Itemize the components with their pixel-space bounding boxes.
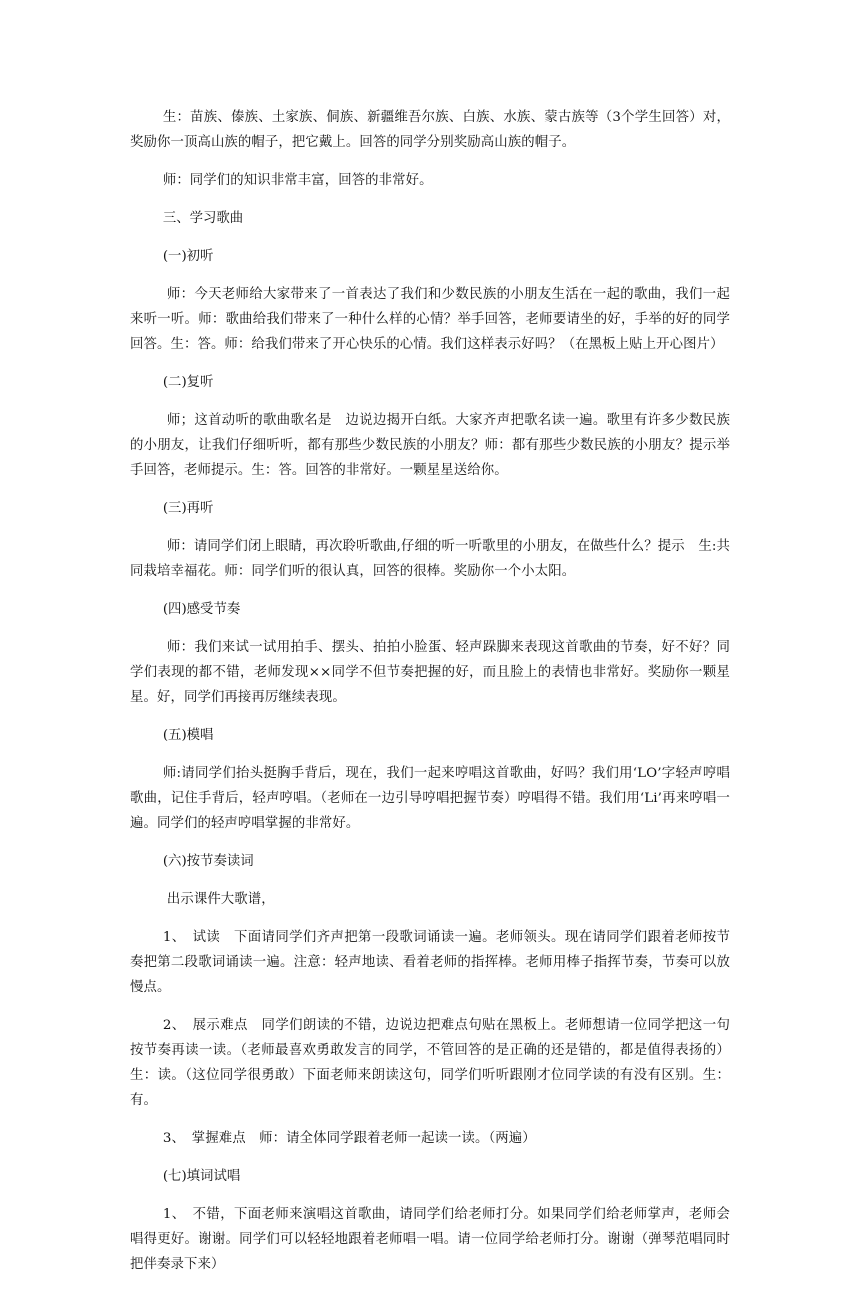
body-paragraph: 师:请同学们抬头挺胸手背后，现在，我们一起来哼唱这首歌曲，好吗？我们用‘LO’字轻声哼唱歌曲，记住手背后，轻声哼唱。（老师在一边引导哼唱把握节奏）哼唱得不错。我们用‘Li’再来哼唱一遍。同学们的轻声哼唱掌握的非常好。 bbox=[130, 766, 730, 831]
section-heading: (一)初听 bbox=[162, 249, 214, 264]
body-paragraph: 师；这首动听的歌曲歌名是 边说边揭开白纸。大家齐声把歌名读一遍。歌里有许多少数民族的小朋友，让我们仔细听听，都有那些少数民族的小朋友？师：都有那些少数民族的小朋友？提示举手回答，老师提示。生：答。回答的非常好。一颗星星送给你。 bbox=[130, 413, 730, 478]
body-paragraph: 师：我们来试一试用拍手、摆头、拍拍小脸蛋、轻声跺脚来表现这首歌曲的节奏，好不好？同学们表现的都不错，老师发现××同学不但节奏把握的好，而且脸上的表情也非常好。奖励你一颗星星。好，同学们再接再厉继续表现。 bbox=[130, 640, 730, 705]
section-heading: 三、学习歌曲 bbox=[162, 211, 244, 226]
section-heading: (三)再听 bbox=[162, 501, 214, 516]
body-paragraph: 1、 不错，下面老师来演唱这首歌曲，请同学们给老师打分。如果同学们给老师掌声，老师会唱得更好。谢谢。同学们可以轻轻地跟着老师唱一唱。请一位同学给老师打分。谢谢（弹琴范唱同时把伴奏录下来） bbox=[130, 1207, 730, 1272]
section-heading: (四)感受节奏 bbox=[162, 602, 241, 617]
body-paragraph: 生：苗族、傣族、土家族、侗族、新疆维吾尔族、白族、水族、蒙古族等（3个学生回答）对，奖励你一顶高山族的帽子，把它戴上。回答的同学分别奖励高山族的帽子。 bbox=[130, 110, 730, 150]
document-page bbox=[130, 105, 730, 1290]
section-heading: (六)按节奏读词 bbox=[162, 854, 254, 869]
section-heading: (五)模唱 bbox=[162, 728, 214, 743]
body-paragraph: 1、 试读 下面请同学们齐声把第一段歌词诵读一遍。老师领头。现在请同学们跟着老师按节奏把第二段歌词诵读一遍。注意：轻声地读、看着老师的指挥棒。老师用棒子指挥节奏，节奏可以放慢点。 bbox=[130, 930, 730, 995]
body-paragraph: 3、 掌握难点 师：请全体同学跟着老师一起读一读。（两遍） bbox=[162, 1131, 536, 1146]
section-heading: (二)复听 bbox=[162, 375, 214, 390]
body-paragraph: 2、 展示难点 同学们朗读的不错，边说边把难点句贴在黑板上。老师想请一位同学把这一句按节奏再读一读。（老师最喜欢勇敢发言的同学，不管回答的是正确的还是错的，都是值得表扬的）生：读。（这位同学很勇敢）下面老师来朗读这句，同学们听听跟刚才位同学读的有没有区别。生：有。 bbox=[130, 1018, 730, 1108]
body-paragraph: 出示课件大歌谱， bbox=[166, 892, 275, 907]
body-paragraph: 师：请同学们闭上眼睛，再次聆听歌曲,仔细的听一听歌里的小朋友，在做些什么？提示 生:共同栽培幸福花。师：同学们听的很认真，回答的很棒。奖励你一个小太阳。 bbox=[130, 539, 730, 579]
body-paragraph: 师：今天老师给大家带来了一首表达了我们和少数民族的小朋友生活在一起的歌曲，我们一起来听一听。师：歌曲给我们带来了一种什么样的心情？举手回答，老师要请坐的好，手举的好的同学回答。生：答。师：给我们带来了开心快乐的心情。我们这样表示好吗？（在黑板上贴上开心图片） bbox=[130, 287, 730, 352]
section-heading: (七)填词试唱 bbox=[162, 1169, 241, 1184]
body-paragraph: 师：同学们的知识非常丰富，回答的非常好。 bbox=[162, 173, 433, 188]
